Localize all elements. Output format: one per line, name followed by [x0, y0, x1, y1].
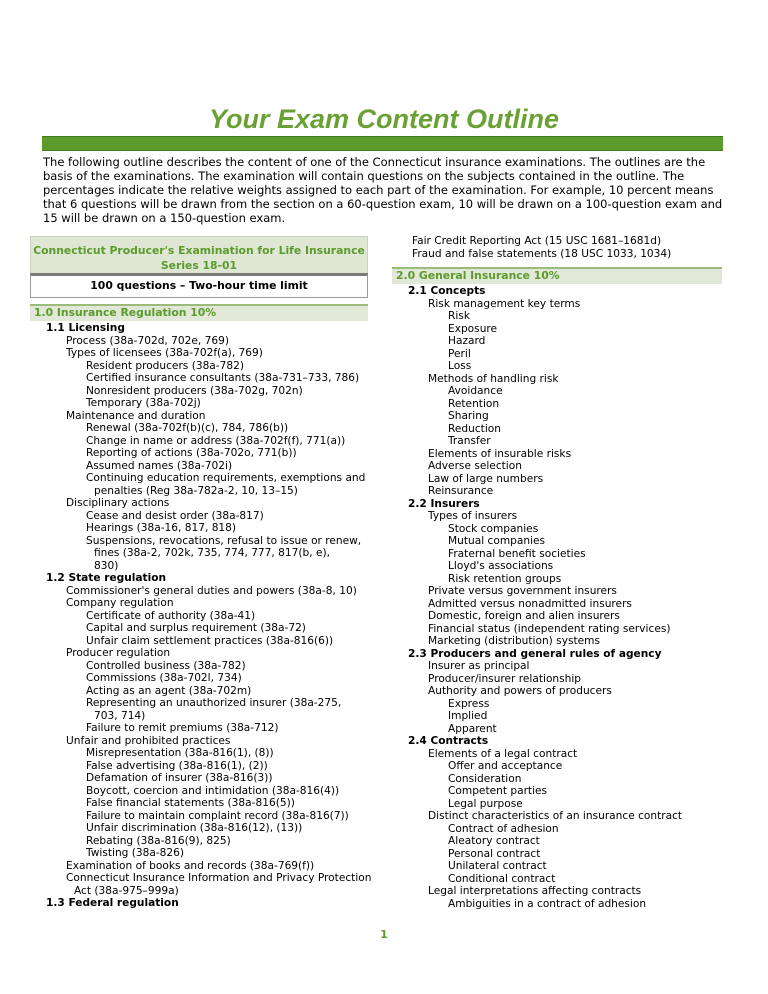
outline-item: Commissions (38a-702l, 734) [86, 672, 242, 684]
outline-item: Commissioner's general duties and powers (38a-8, 10) [66, 584, 357, 597]
outline-item: Legal purpose [448, 797, 523, 810]
outline-item: Aleatory contract [448, 835, 540, 847]
outline-section-heading: 2.4 Contracts [408, 735, 489, 747]
outline-item: Legal interpretations affecting contracts [428, 885, 642, 897]
outline-item: Consideration [448, 772, 522, 785]
outline-item: Suspensions, revocations, refusal to issue or renew, [86, 534, 362, 547]
outline-item: Certificate of authority (38a-41) [86, 609, 256, 622]
outline-item: Unfair and prohibited practices [66, 734, 231, 747]
outline-item: Unilateral contract [448, 860, 547, 872]
outline-item: Marketing (distribution) systems [428, 635, 600, 647]
outline-item: Retention [448, 397, 500, 410]
outline-item: Act (38a-975–999a) [74, 884, 179, 897]
outline-item: False advertising (38a-816(1), (2)) [86, 759, 268, 772]
outline-item: Maintenance and duration [66, 409, 206, 422]
outline-item: Insurer as principal [428, 660, 530, 672]
outline-item: Private versus government insurers [428, 585, 617, 597]
outline-item: Nonresident producers (38a-702g, 702n) [86, 384, 303, 397]
outline-item: Domestic, foreign and alien insurers [428, 610, 620, 622]
outline-item: Transfer [448, 435, 491, 447]
exam-name-line2: Series 18-01 [160, 259, 238, 272]
outline-item: Avoidance [448, 385, 503, 397]
outline-item: Offer and acceptance [448, 760, 563, 772]
outline-section-heading: 1.2 State regulation [46, 572, 167, 584]
outline-item: Failure to remit premiums (38a-712) [86, 722, 279, 734]
intro-paragraph: The following outline describes the content of one of the Connecticut insurance examinations. The outlines are the basis of the examinations. The examination will contain questions on the subjects contained in the outline. The percentages indicate the relative weights assigned to each part of the examination. For example, 10 percent means that 6 questions will be drawn from the section on a 60-question exam, 10 will be drawn on a 100-question exam and 15 will be drawn on a 150-question exam. [43, 155, 723, 225]
outline-item: Connecticut Insurance Information and Privacy Protection [66, 872, 372, 884]
outline-item: Unfair claim settlement practices (38a-816(6)) [86, 634, 334, 647]
outline-item: Process (38a-702d, 702e, 769) [66, 334, 229, 347]
outline-item: Disciplinary actions [66, 497, 170, 509]
section-header-2: 2.0 General Insurance 10% [392, 267, 722, 284]
outline-item: Hazard [448, 335, 486, 347]
outline-section-heading: 2.2 Insurers [408, 497, 480, 510]
outline-item: Reporting of actions (38a-702o, 771(b)) [86, 447, 297, 459]
outline-item: Methods of handling risk [428, 372, 559, 385]
outline-item: Failure to maintain complaint record (38a-816(7)) [86, 809, 349, 822]
outline-item: Resident producers (38a-782) [86, 359, 244, 372]
outline-item: Renewal (38a-702f(b)(c), 784, 786(b)) [86, 422, 289, 434]
exam-name-line1: Connecticut Producer's Examination for Life Insurance [33, 244, 365, 257]
time-limit-box: 100 questions – Two-hour time limit [30, 273, 368, 298]
outline-item: Hearings (38a-16, 817, 818) [86, 522, 237, 534]
outline-item: Examination of books and records (38a-769(f)) [66, 859, 315, 872]
outline-item: Boycott, coercion and intimidation (38a-816(4)) [86, 784, 340, 797]
outline-item: Competent parties [448, 785, 548, 797]
right-outline-column [408, 285, 682, 910]
outline-item: Apparent [448, 722, 497, 735]
outline-item: Fraternal benefit societies [448, 547, 586, 560]
outline-item: Unfair discrimination (38a-816(12), (13)) [86, 822, 303, 834]
outline-section-heading: 1.1 Licensing [46, 322, 125, 334]
outline-item: Risk management key terms [428, 297, 581, 310]
outline-item: Mutual companies [448, 535, 546, 547]
outline-item: Rebating (38a-816(9), 825) [86, 834, 231, 847]
outline-item: Risk retention groups [448, 572, 562, 585]
outline-item: Company regulation [66, 597, 174, 609]
outline-item: Risk [448, 310, 470, 322]
outline-item: Types of licensees (38a-702f(a), 769) [66, 347, 263, 359]
outline-item: Misrepresentation (38a-816(1), (8)) [86, 747, 274, 759]
outline-item: Distinct characteristics of an insurance contract [428, 810, 683, 822]
outline-item: False financial statements (38a-816(5)) [86, 797, 295, 809]
exam-name-box [30, 236, 368, 274]
outline-item: Certified insurance consultants (38a-731–733, 786) [86, 372, 360, 384]
outline-item: Exposure [448, 322, 498, 335]
right-top-items [392, 235, 671, 260]
outline-item: Elements of a legal contract [428, 747, 578, 760]
outline-item: Defamation of insurer (38a-816(3)) [86, 772, 273, 784]
outline-item: Financial status (independent rating services) [428, 622, 671, 635]
outline-item: Representing an unauthorized insurer (38a-275, [86, 697, 342, 709]
title-divider-bar [42, 136, 723, 151]
outline-item: 830) [94, 559, 119, 572]
outline-item: Acting as an agent (38a-702m) [86, 684, 252, 697]
outline-item: Loss [448, 360, 472, 372]
page-title: Your Exam Content Outline [208, 104, 560, 134]
outline-item: Stock companies [448, 522, 539, 535]
outline-section-heading: 1.3 Federal regulation [46, 897, 179, 909]
outline-item: Lloyd's associations [448, 560, 554, 572]
outline-item: Twisting (38a-826) [86, 847, 185, 859]
outline-item: Admitted versus nonadmitted insurers [428, 597, 632, 610]
outline-item: Cease and desist order (38a-817) [86, 509, 264, 522]
page-number: 1 [380, 928, 388, 941]
outline-item: Implied [448, 710, 488, 722]
outline-item: Sharing [448, 410, 489, 422]
outline-item: Reinsurance [428, 485, 494, 497]
outline-item: Personal contract [448, 847, 541, 860]
outline-item: Authority and powers of producers [428, 685, 612, 697]
outline-item: Producer regulation [66, 647, 171, 659]
outline-section-heading: 2.1 Concepts [408, 285, 486, 297]
outline-item: Assumed names (38a-702i) [86, 459, 233, 472]
outline-item: Elements of insurable risks [428, 447, 572, 460]
outline-item: Reduction [448, 422, 501, 435]
outline-item: Peril [448, 347, 471, 360]
outline-item: Contract of adhesion [448, 822, 559, 835]
outline-item: penalties (Reg 38a-782a-2, 10, 13–15) [94, 484, 298, 497]
left-outline-column [46, 322, 371, 910]
outline-item: Temporary (38a-702j) [86, 397, 201, 409]
outline-item: Law of large numbers [428, 472, 544, 485]
outline-item: Capital and surplus requirement (38a-72) [86, 622, 306, 634]
outline-item: Controlled business (38a-782) [86, 659, 246, 672]
outline-item: fines (38a-2, 702k, 735, 774, 777, 817(b, e), [94, 547, 330, 559]
outline-item: Types of insurers [428, 510, 518, 522]
outline-item: Ambiguities in a contract of adhesion [448, 897, 647, 910]
outline-section-heading: 2.3 Producers and general rules of agency [408, 647, 662, 660]
outline-item: Fair Credit Reporting Act (15 USC 1681–1681d) [412, 235, 662, 247]
outline-item: Producer/insurer relationship [428, 672, 582, 685]
outline-item: Express [448, 697, 490, 710]
outline-item: Adverse selection [428, 460, 522, 472]
outline-item: Fraud and false statements (18 USC 1033, 1034) [412, 247, 672, 260]
outline-item: Change in name or address (38a-702f(f), 771(a)) [86, 434, 346, 447]
outline-item: Conditional contract [448, 872, 556, 885]
section-header-1: 1.0 Insurance Regulation 10% [30, 304, 368, 321]
outline-item: Continuing education requirements, exemptions and [86, 472, 366, 484]
outline-item: 703, 714) [94, 709, 146, 722]
